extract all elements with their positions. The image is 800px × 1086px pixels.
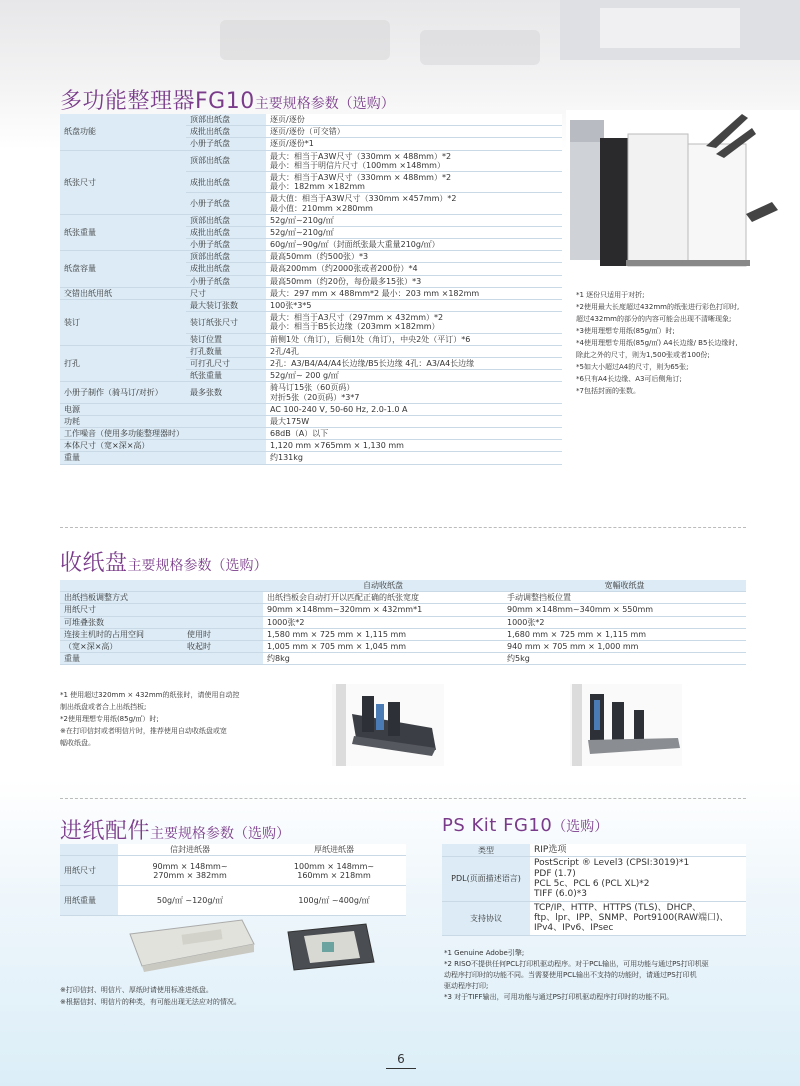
spec-value: [266, 226, 562, 238]
spec-category: 连接主机时的占用空间: [60, 628, 183, 640]
spec-value: [266, 150, 562, 171]
spec-value: [266, 312, 562, 333]
spec-value: [266, 300, 562, 312]
value-line: 52g/㎡~210g/㎡: [270, 215, 334, 225]
footnote: *1 Genuine Adobe引擎;: [444, 949, 525, 957]
spec-value: [530, 844, 746, 857]
auto-stacking-tray-photo: [332, 684, 444, 766]
spec-subcategory: 成批出纸盘: [186, 263, 266, 275]
value-line: RIP选项: [534, 845, 567, 855]
spec-value-wide: 90mm ×148mm~340mm × 550mm: [503, 604, 746, 616]
value-line: PCL 5c、PCL 6 (PCL XL)*2: [534, 879, 650, 890]
spec-value-auto: 出纸挡板会自动打开以匹配正确的纸张宽度: [263, 592, 503, 604]
footnote: 幅收纸盘。: [60, 739, 95, 747]
spec-category: 交错出纸用纸: [60, 287, 186, 299]
table-row: [60, 382, 562, 403]
value-line: TCP/IP、HTTP、HTTPS (TLS)、DHCP、: [534, 902, 702, 913]
spec-value-wide: 手动调整挡板位置: [503, 592, 746, 604]
page-number-underline: [386, 1068, 416, 1069]
spec-value: [266, 126, 562, 138]
tray-title: 收纸盘: [60, 551, 128, 576]
spec-subcategory: 顶部出纸盘: [186, 251, 266, 263]
value-line: 1,120 mm ×765mm × 1,130 mm: [270, 441, 404, 451]
spec-subcategory: 使用时: [183, 628, 263, 640]
value-line: IPv4、IPv6、IPsec: [534, 923, 614, 934]
table-row: [60, 604, 746, 616]
value-line: 逐页/逐份*1: [270, 139, 314, 149]
spec-category: 支持协议: [442, 901, 530, 935]
spec-category: PDL(页面描述语言): [442, 857, 530, 901]
table-row: [60, 345, 562, 357]
spec-value: [266, 345, 562, 357]
spec-subcategory: 打孔数量: [186, 345, 266, 357]
fg10-subtitle: 主要规格参数（选购）: [254, 96, 395, 112]
fg10-spec-table: [60, 114, 562, 465]
spec-category: 纸盘容量: [60, 251, 186, 288]
spec-value: [266, 452, 562, 464]
spec-subcategory: 顶部出纸盘: [186, 114, 266, 126]
spec-value-wide: 940 mm × 705 mm × 1,000 mm: [503, 640, 746, 652]
spec-subcategory: 装订位置: [186, 333, 266, 345]
footnote: ※根据信封、明信片的种类，有可能出现无法应对的情况。: [60, 998, 241, 1006]
spec-value: [266, 214, 562, 226]
footnote: *2使用最大长度超过432mm的纸张进行彩色打印时,: [576, 303, 740, 311]
value-line: 100g/㎡ ~400g/㎡: [298, 896, 370, 906]
spec-category: 打孔: [60, 345, 186, 382]
table-row: [60, 403, 562, 415]
spec-value: [266, 287, 562, 299]
tray-spec-table: [60, 580, 746, 665]
tray-col-auto: 自动收纸盘: [263, 580, 503, 592]
spec-value: [530, 857, 746, 901]
value-line: 最大：相当于A3尺寸（297mm × 432mm）*2: [270, 313, 444, 323]
spec-value-envelope: [118, 856, 262, 886]
spec-subcategory: 装订纸张尺寸: [186, 312, 266, 333]
spec-subcategory: 最多张数: [186, 382, 266, 403]
value-line: 最小：相当于B5长边缘（203mm ×182mm）: [270, 322, 440, 332]
spec-subcategory: 小册子纸盘: [186, 138, 266, 150]
spec-value: [530, 901, 746, 935]
table-row: [60, 886, 406, 916]
spec-category: 功耗: [60, 415, 266, 427]
footnote: *2 RISO不提供任何PCL打印机驱动程序。对于PCL输出，可用功能与通过PS打印机驱: [444, 960, 709, 968]
table-row: [60, 653, 746, 665]
table-row: [60, 415, 562, 427]
spec-value: [266, 171, 562, 192]
ps-section-title: [442, 815, 608, 836]
spec-value: [266, 440, 562, 452]
value-line: 160mm × 218mm: [297, 870, 371, 880]
value-line: 90mm × 148mm~: [152, 861, 228, 871]
spec-subcategory: 成批出纸盘: [186, 226, 266, 238]
spec-value: [266, 370, 562, 382]
spec-subcategory: 顶部出纸盘: [186, 214, 266, 226]
thick-paper-feeder-photo: [274, 914, 384, 976]
footnote: ※打印信封、明信片、厚纸时请使用标准进纸盘。: [60, 986, 213, 994]
spec-value: [266, 382, 562, 403]
value-line: 最大175W: [270, 416, 310, 426]
value-line: 逐页/逐份: [270, 115, 305, 124]
footnote: *2使用理想专用纸(85g/㎡）时;: [60, 715, 159, 723]
spec-category: 小册子制作（骑马订/对折）: [60, 382, 186, 403]
footnote: *3 对于TIFF输出，可用功能与通过PS打印机驱动程序打印时的功能不同。: [444, 993, 674, 1001]
spec-category: 类型: [442, 844, 530, 857]
section-divider: [60, 527, 746, 528]
feed-notes: [60, 984, 241, 1008]
value-line: PDF (1.7): [534, 868, 576, 879]
feed-section-title: [60, 814, 290, 845]
value-line: 68dB（A）以下: [270, 429, 329, 439]
spec-value: [266, 193, 562, 214]
table-row: [60, 592, 746, 604]
spec-category: （宽×深×高）: [60, 640, 183, 652]
spec-value: [266, 403, 562, 415]
feed-col-thick: 厚纸进纸器: [262, 844, 406, 856]
wide-stacking-tray-photo: [570, 684, 682, 766]
value-line: 60g/㎡~90g/㎡（封面纸张最大重量210g/㎡）: [270, 240, 440, 250]
value-line: 50g/㎡ ~120g/㎡: [156, 896, 224, 906]
value-line: TIFF (6.0)*3: [534, 889, 587, 900]
spec-category: 工作噪音（使用多功能整理器时）: [60, 428, 266, 440]
spec-category: 电源: [60, 403, 266, 415]
table-row: [60, 428, 562, 440]
spec-value-thick: [262, 886, 406, 916]
footnote: *7包括封面的张数。: [576, 387, 640, 395]
spec-value-wide: 1,680 mm × 725 mm × 1,115 mm: [503, 628, 746, 640]
spec-subcategory: 最大装订张数: [186, 300, 266, 312]
spec-subcategory: 小册子纸盘: [186, 275, 266, 287]
spec-value-wide: 1000张*2: [503, 616, 746, 628]
envelope-feeder-photo: [122, 914, 258, 976]
table-row: [60, 616, 746, 628]
value-line: 最小：182mm ×182mm: [270, 182, 365, 192]
table-row: [60, 214, 562, 226]
value-line: 2孔/4孔: [270, 346, 299, 356]
fg10-notes: [576, 289, 739, 397]
table-row: [60, 628, 746, 640]
footnote: 动程序打印时的功能不同。当需要使用PCL输出不支持的功能时，请通过PS打印机: [444, 971, 697, 979]
spec-value: [266, 138, 562, 150]
fg10-section-title: [60, 84, 395, 115]
spec-subcategory: 可打孔尺寸: [186, 357, 266, 369]
ps-title: PS Kit FG10: [442, 815, 553, 836]
value-line: 最高200mm（约2000张或者200份）*4: [270, 264, 418, 274]
spec-value-auto: 1000张*2: [263, 616, 503, 628]
section-divider: [60, 798, 746, 799]
feed-title: 进纸配件: [60, 819, 151, 844]
spec-subcategory: 成批出纸盘: [186, 126, 266, 138]
spec-category: 用纸尺寸: [60, 856, 118, 886]
table-row: [60, 856, 406, 886]
value-line: 最高50mm（约20份，每份最多15张）*3: [270, 276, 422, 286]
spec-category: 用纸尺寸: [60, 604, 263, 616]
table-row: [442, 901, 746, 935]
value-line: PostScript ® Level3 (CPSI:3019)*1: [534, 858, 690, 869]
table-row: [60, 114, 562, 126]
value-line: 2孔：A3/B4/A4/A4长边缘/B5长边缘 4孔：A3/A4长边缘: [270, 358, 475, 368]
value-line: 最大：相当于A3W尺寸（330mm × 488mm）*2: [270, 151, 452, 161]
value-line: 最小值：210mm ×280mm: [270, 203, 373, 213]
spec-value-wide: 约5kg: [503, 653, 746, 665]
value-line: 骑马订15张（60页码）: [270, 383, 355, 393]
footnote: *3使用理想专用纸(85g/㎡）时;: [576, 327, 675, 335]
spec-category: 本体尺寸（宽×深×高）: [60, 440, 266, 452]
spec-category: 可堆叠张数: [60, 616, 263, 628]
spec-category: 纸张重量: [60, 214, 186, 251]
ps-subtitle: （选购）: [552, 819, 609, 835]
tray-section-title: [60, 546, 268, 577]
spec-subcategory: 小册子纸盘: [186, 239, 266, 251]
tray-subtitle: 主要规格参数（选购）: [127, 558, 268, 574]
ps-notes: [444, 948, 709, 1003]
spec-value: [266, 239, 562, 251]
value-line: 最大：相当于A3W尺寸（330mm × 488mm）*2: [270, 172, 452, 182]
value-line: 52g/㎡~ 200 g/㎡: [270, 371, 339, 381]
spec-subcategory: 顶部出纸盘: [186, 150, 266, 171]
value-line: 最小：相当于明信片尺寸（100mm ×148mm）: [270, 160, 445, 170]
table-row: [60, 440, 562, 452]
spec-category: 重量: [60, 452, 266, 464]
tray-header-blank: [60, 580, 263, 592]
value-line: ftp、lpr、IPP、SNMP、Port9100(RAW端口)、: [534, 913, 729, 924]
footnote: 除此之外的尺寸，则为1,500张或者100份;: [576, 351, 710, 359]
table-row: [60, 287, 562, 299]
value-line: 最大：297 mm × 488mm*2 最小：203 mm ×182mm: [270, 288, 480, 298]
spec-value: [266, 251, 562, 263]
spec-value: [266, 263, 562, 275]
value-line: 100张*3*5: [270, 301, 312, 310]
table-row: [60, 640, 746, 652]
value-line: 270mm × 382mm: [153, 870, 227, 880]
table-row: [442, 844, 746, 857]
spec-value-auto: 约8kg: [263, 653, 503, 665]
tray-col-wide: 宽幅收纸盘: [503, 580, 746, 592]
feed-spec-table: [60, 844, 406, 916]
spec-value: [266, 357, 562, 369]
value-line: 52g/㎡~210g/㎡: [270, 227, 334, 237]
value-line: AC 100-240 V, 50-60 Hz, 2.0-1.0 A: [270, 404, 408, 414]
footnote: *5如大小超过A4的尺寸，则为65张;: [576, 363, 689, 371]
spec-subcategory: 小册子纸盘: [186, 193, 266, 214]
footnote: *6只有A4长边缘、A3可后侧角订;: [576, 375, 682, 383]
table-row: [60, 300, 562, 312]
value-line: 100mm × 148mm~: [293, 861, 375, 871]
page-number: 6: [397, 1052, 405, 1066]
table-row: [442, 857, 746, 901]
tray-notes: [60, 689, 240, 749]
spec-value: [266, 428, 562, 440]
footnote: 制出纸盘或者合上出纸挡板;: [60, 703, 147, 711]
table-row: [60, 251, 562, 263]
spec-value-auto: 90mm ×148mm~320mm × 432mm*1: [263, 604, 503, 616]
spec-value-thick: [262, 856, 406, 886]
value-line: 约131kg: [270, 453, 303, 463]
spec-category: 用纸重量: [60, 886, 118, 916]
spec-subcategory: 收起时: [183, 640, 263, 652]
value-line: 对折5张（20页码）*3*7: [270, 392, 360, 402]
value-line: 最高50mm（约500张）*3: [270, 252, 369, 262]
spec-subcategory: 纸张重量: [186, 370, 266, 382]
footnote: 驱动程序打印;: [444, 982, 489, 990]
spec-value-auto: 1,580 mm × 725 mm × 1,115 mm: [263, 628, 503, 640]
value-line: 前侧1处（角订），后侧1处（角订），中央2处（平订）*6: [270, 334, 471, 344]
spec-category: 纸盘功能: [60, 114, 186, 150]
table-row: [60, 452, 562, 464]
feed-subtitle: 主要规格参数（选购）: [150, 826, 291, 842]
table-row: [60, 150, 562, 171]
footnote: 超过432mm的部分的内容可能会出现不清晰现象;: [576, 315, 732, 323]
spec-subcategory: 成批出纸盘: [186, 171, 266, 192]
value-line: 最大值：相当于A3W尺寸（330mm ×457mm）*2: [270, 194, 457, 204]
spec-value: [266, 275, 562, 287]
spec-category: 纸张尺寸: [60, 150, 186, 214]
spec-subcategory: 尺寸: [186, 287, 266, 299]
footnote: *1 逐份只适用于对折;: [576, 291, 645, 299]
feed-header-blank: [60, 844, 118, 856]
footnote: *4使用理想专用纸(85g/㎡) A4长边缘/ B5长边缘时,: [576, 339, 738, 347]
ps-spec-table: [442, 844, 746, 936]
spec-category: 出纸挡板调整方式: [60, 592, 263, 604]
feed-col-envelope: 信封进纸器: [118, 844, 262, 856]
spec-category: 装订: [60, 300, 186, 346]
fg10-title: 多功能整理器FG10: [60, 89, 255, 114]
finisher-product-photo: [566, 110, 800, 280]
footnote: ※在打印信封或者明信片时，推荐使用自动收纸盘或宽: [60, 727, 227, 735]
footnote: *1 使用超过320mm × 432mm的纸张时，请使用自动控: [60, 691, 240, 699]
spec-value: [266, 333, 562, 345]
spec-value: [266, 415, 562, 427]
spec-value-auto: 1,005 mm × 705 mm × 1,045 mm: [263, 640, 503, 652]
value-line: 逐页/逐份（可交错）: [270, 127, 345, 137]
spec-value: [266, 114, 562, 126]
spec-category: 重量: [60, 653, 263, 665]
spec-value-envelope: [118, 886, 262, 916]
